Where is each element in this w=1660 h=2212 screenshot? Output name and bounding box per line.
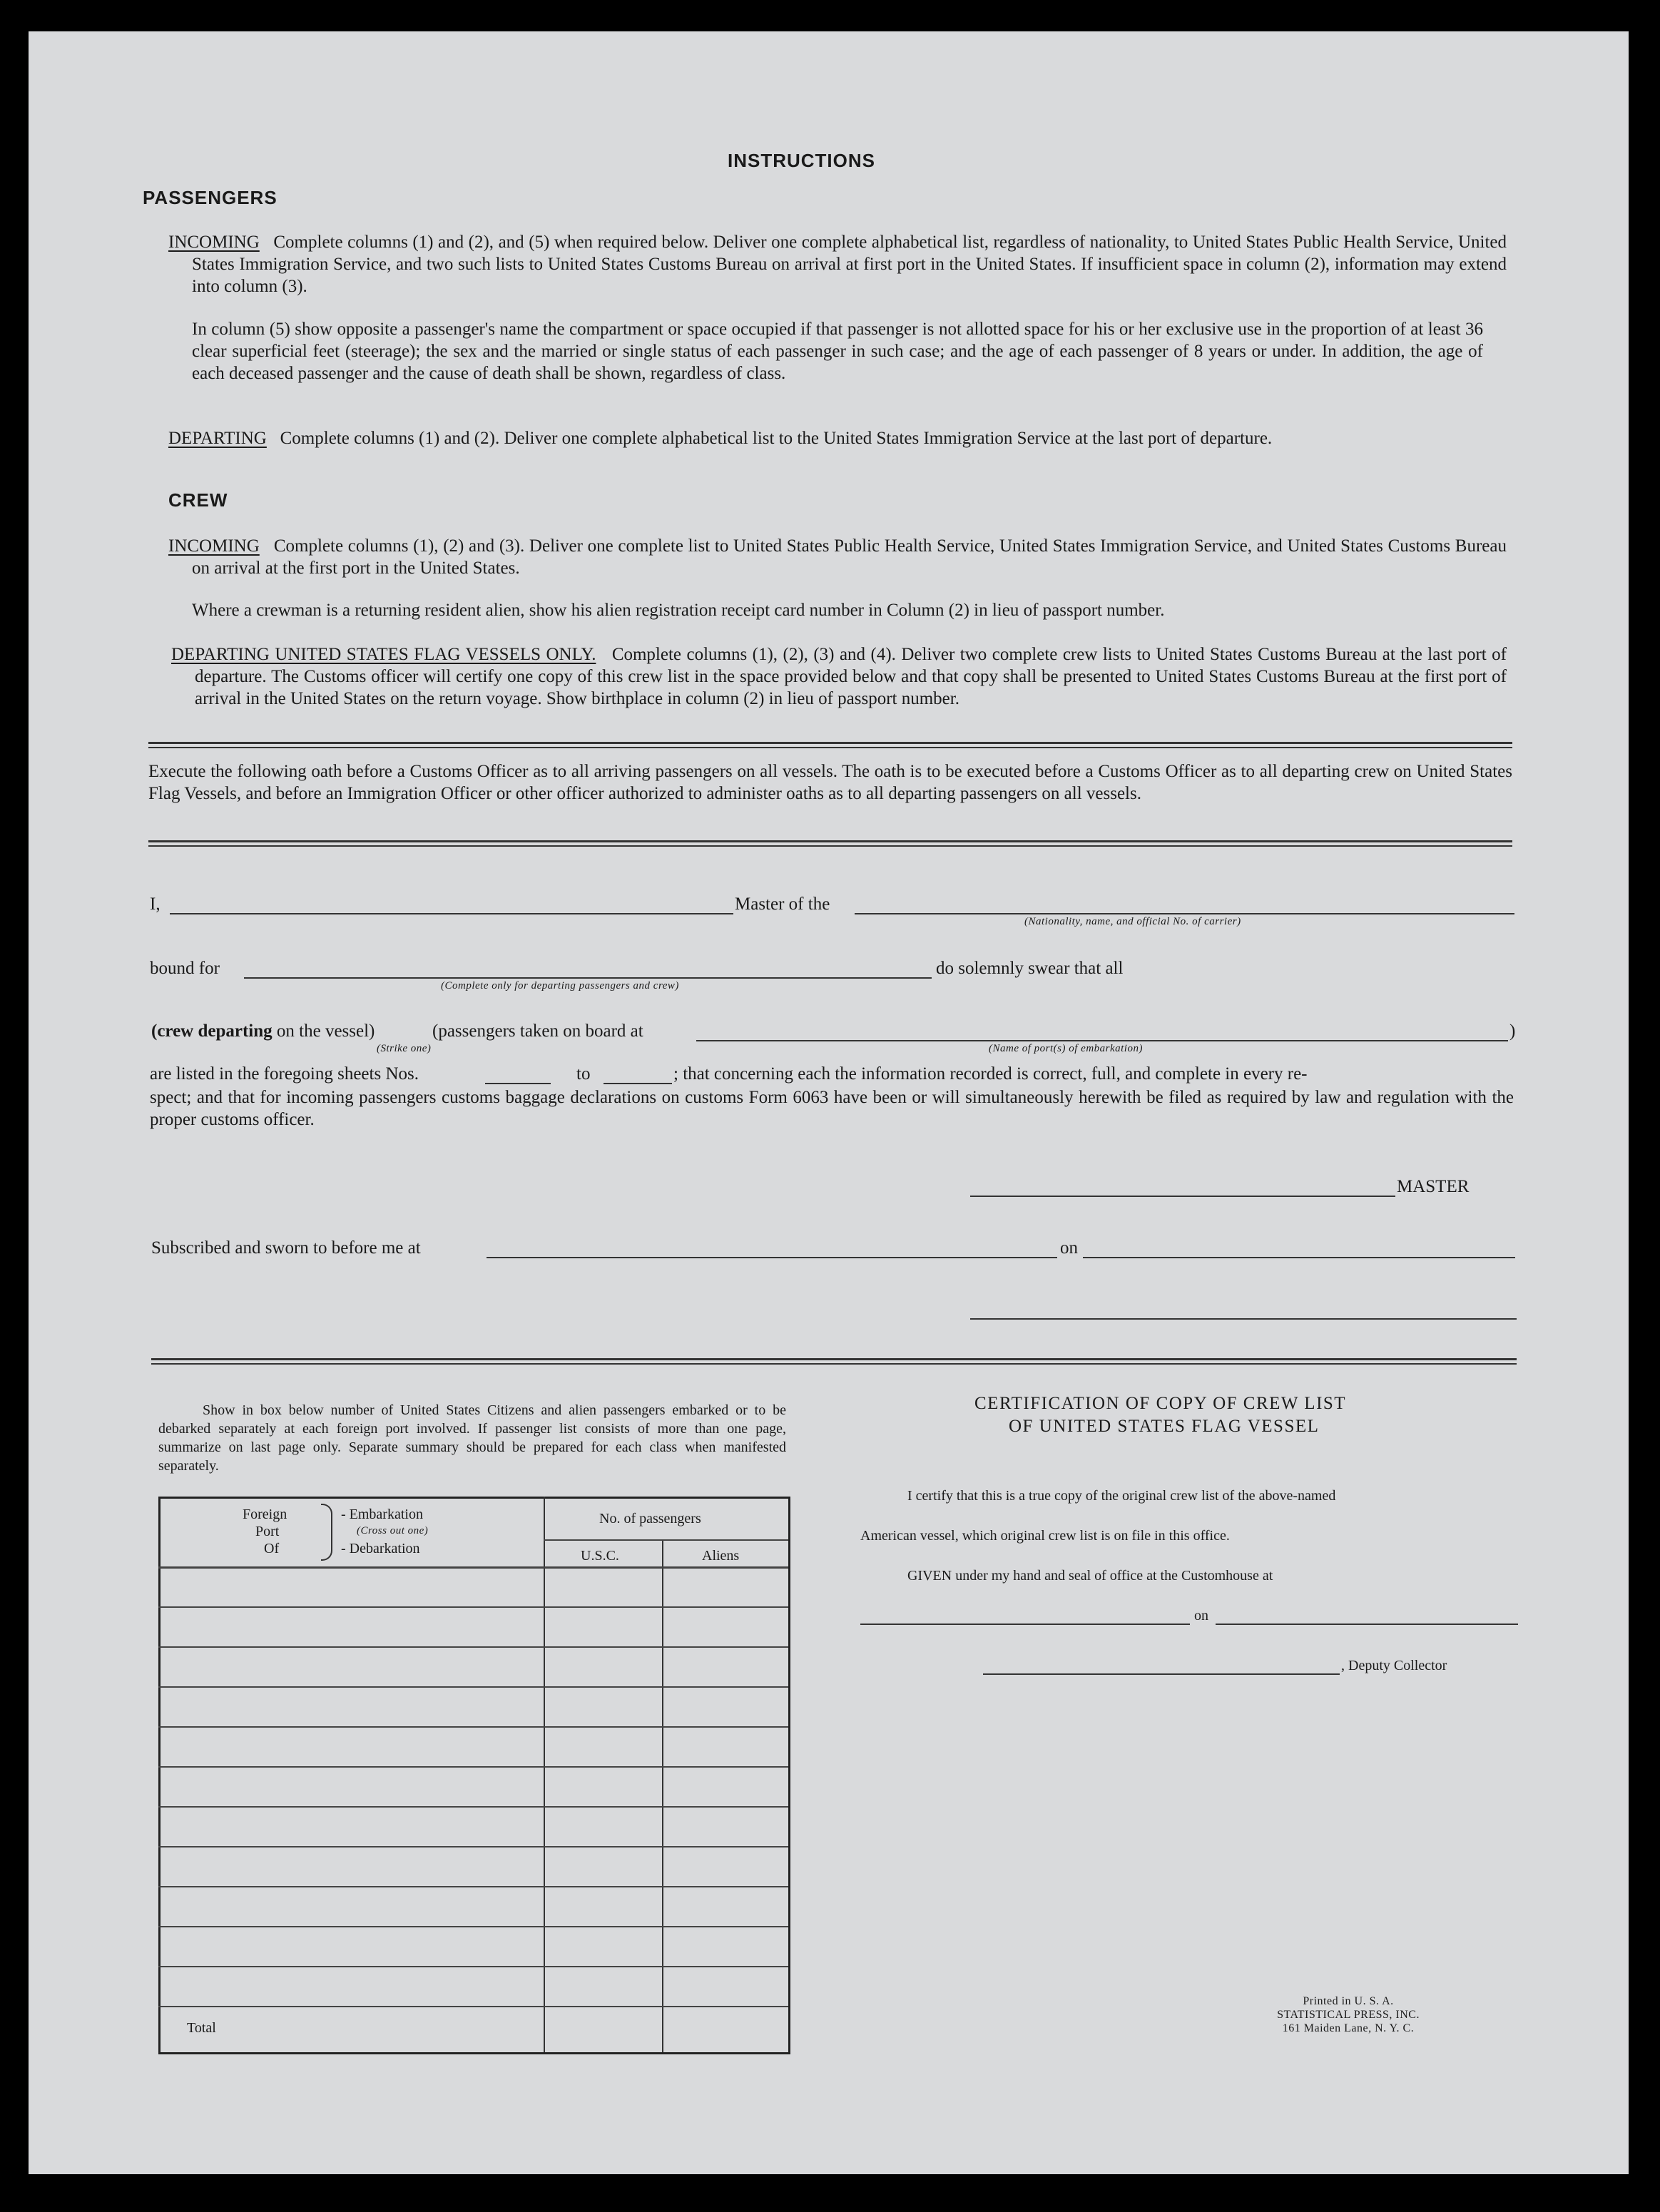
port-caption: (Name of port(s) of embarkation) [989, 1043, 1143, 1054]
certify-line-1: I certify that this is a true copy of the original crew list of the above-named [907, 1488, 1336, 1504]
passengers-incoming-text: Complete columns (1) and (2), and (5) when required below. Deliver one complete alphabetical list, regardless of nationality, to United States Public Health Service, United States Immigration Service, and two such lists to United States Customs Bureau on arrival at first port in the United States. If insufficient space in column (2), information may extend into column (3). [192, 233, 1507, 296]
given-label: GIVEN under my hand and seal of office at the Customhouse at [907, 1568, 1273, 1584]
officer-signature-field[interactable] [970, 1318, 1517, 1320]
oath-instruction: Execute the following oath before a Customs Officer as to all arriving passengers on all vessels. The oath is to be executed before a Customs Officer as to all departing crew on United States Flag Vessels, and before an Immigration Officer or other officer authorized to administer oaths as to all departing passengers on all vessels. [148, 762, 1512, 803]
crew-incoming-text: Complete columns (1), (2) and (3). Deliver one complete list to United States Public Health Service, United States Immigration Service, and United States Customs Bureau on arrival at the first port in the United States. [192, 536, 1507, 578]
embarkation-port-field[interactable] [696, 1040, 1508, 1041]
passengers-incoming-label: INCOMING [168, 233, 260, 252]
master-label: MASTER [1397, 1177, 1470, 1196]
crew-departing-label: DEPARTING UNITED STATES FLAG VESSELS ONLY. [171, 645, 596, 664]
certification-title: CERTIFICATION OF COPY OF CREW LIST [974, 1394, 1347, 1413]
form-page [29, 31, 1629, 2174]
bound-for-label: bound for [150, 959, 220, 978]
listed-sheets-label: are listed in the foregoing sheets Nos. [150, 1064, 419, 1084]
crew-departing-paragraph [171, 643, 1507, 710]
customhouse-location-field[interactable] [860, 1624, 1190, 1625]
page-title: INSTRUCTIONS [728, 150, 875, 171]
master-of-the-label: Master of the [735, 895, 830, 914]
on-the-vessel-text: on the vessel) [276, 1021, 375, 1041]
crew-departing-text: (crew departing [151, 1021, 273, 1041]
port-label: Port [255, 1524, 280, 1539]
printer-line-2: STATISTICAL PRESS, INC. [1277, 2009, 1420, 2021]
foreign-label: Foreign [243, 1507, 287, 1522]
no-passengers-header: No. of passengers [599, 1511, 701, 1527]
certification-on-label: on [1194, 1608, 1208, 1624]
oath-i-label: I, [150, 895, 161, 914]
sworn-date-field[interactable] [1083, 1257, 1515, 1258]
carrier-field[interactable] [855, 913, 1514, 914]
sworn-location-field[interactable] [487, 1257, 1057, 1258]
crew-resident-paragraph: Where a crewman is a returning resident alien, show his alien registration receipt card number in Column (2) in lieu of passport number. [192, 601, 1165, 620]
nationality-caption: (Nationality, name, and official No. of carrier) [1024, 916, 1241, 927]
passengers-taken-option[interactable]: (passengers taken on board at [432, 1021, 643, 1041]
total-label: Total [187, 2020, 216, 2036]
passengers-departing-paragraph [168, 427, 1507, 449]
listed-to-label: to [576, 1064, 591, 1084]
sheet-to-field[interactable] [604, 1083, 672, 1084]
embarkation-option[interactable]: - Embarkation [341, 1507, 423, 1522]
sworn-on-label: on [1060, 1238, 1078, 1258]
certification-subtitle: OF UNITED STATES FLAG VESSEL [1009, 1417, 1320, 1436]
certification-date-field[interactable] [1216, 1624, 1518, 1625]
debarkation-option[interactable]: - Debarkation [341, 1541, 420, 1556]
usc-header: U.S.C. [581, 1548, 619, 1564]
crew-heading: CREW [168, 489, 228, 511]
sheet-from-field[interactable] [485, 1083, 551, 1084]
complete-only-caption: (Complete only for departing passengers and crew) [441, 980, 679, 992]
of-label: Of [264, 1541, 280, 1556]
solemnly-swear-label: do solemnly swear that all [936, 959, 1124, 978]
deputy-collector-label: , Deputy Collector [1341, 1658, 1447, 1673]
passengers-incoming-paragraph [168, 231, 1507, 297]
listed-sheets-rest: spect; and that for incoming passengers customs baggage declarations on customs Form 6063 have been or will simultaneously herewith be filed as required by law and regulation with the proper customs officer. [150, 1088, 1514, 1129]
close-paren: ) [1509, 1021, 1516, 1041]
section-divider [151, 1358, 1517, 1365]
printer-imprint [1213, 1994, 1484, 2035]
destination-field[interactable] [244, 977, 932, 979]
subscribed-label: Subscribed and sworn to before me at [151, 1238, 421, 1258]
aliens-header: Aliens [702, 1548, 740, 1564]
passenger-summary-table [158, 1497, 790, 2054]
cross-out-caption: (Cross out one) [357, 1525, 429, 1536]
passengers-departing-label: DEPARTING [168, 429, 267, 448]
crew-departing-text: Complete columns (1), (2), (3) and (4). Deliver two complete crew lists to United States Customs Bureau at the last port of departure. The Customs officer will certify one copy of this crew list in the space provided below and that copy shall be presented to United States Customs Bureau at the first port of arrival in the United States on the return voyage. Show birthplace in column (2) in lieu of passport number. [195, 645, 1507, 708]
listed-sheets-continuation: ; that concerning each the information recorded is correct, full, and complete in every re- [673, 1064, 1308, 1084]
passengers-column5-paragraph: In column (5) show opposite a passenger's name the compartment or space occupied if that passenger is not allotted space for his or her exclusive use in the proportion of at least 36 clear superficial feet (steerage); the sex and the married or single status of each passenger in such case; and the age of each passenger of 8 years or under. In addition, the age of each deceased passenger and the cause of death shall be shown, regardless of class. [192, 320, 1483, 383]
brace-icon [321, 1504, 332, 1561]
strike-one-caption: (Strike one) [377, 1043, 432, 1054]
deputy-signature-field[interactable] [983, 1673, 1340, 1675]
certify-line-2: American vessel, which original crew list is on file in this office. [860, 1528, 1230, 1544]
summary-instruction: Show in box below number of United States Citizens and alien passengers embarked or to be debarked separately at each foreign port involved. If passenger list consists of more than one page, summarize on last page only. Separate summary should be prepared for each class when manifested separately. [158, 1402, 786, 1474]
passengers-heading: PASSENGERS [143, 187, 277, 208]
passengers-departing-text: Complete columns (1) and (2). Deliver one complete alphabetical list to the United States Immigration Service at the last port of departure. [280, 429, 1273, 448]
section-divider [148, 840, 1512, 847]
printer-line-1: Printed in U. S. A. [1303, 1995, 1394, 2007]
crew-incoming-paragraph [168, 535, 1507, 579]
section-divider [148, 742, 1512, 748]
crew-incoming-label: INCOMING [168, 536, 260, 556]
printer-line-3: 161 Maiden Lane, N. Y. C. [1282, 2022, 1415, 2034]
crew-departing-option[interactable] [151, 1021, 375, 1041]
master-name-field[interactable] [170, 913, 733, 914]
master-signature-field[interactable] [970, 1196, 1395, 1197]
